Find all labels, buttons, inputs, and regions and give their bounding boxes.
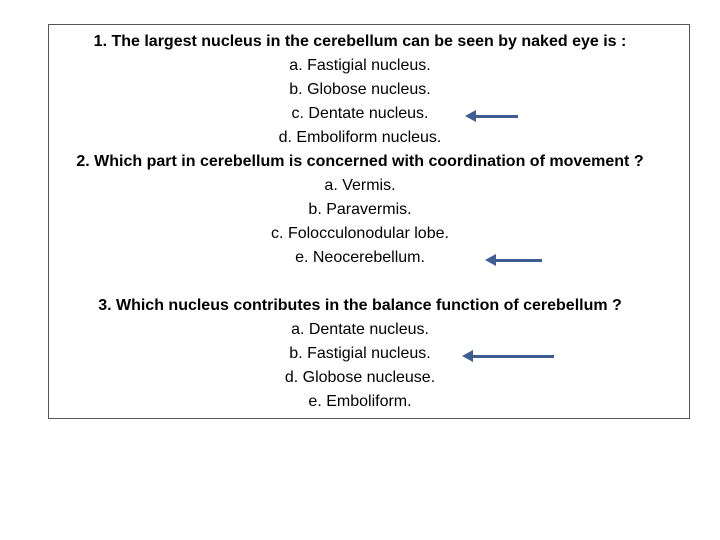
question-1-option-a: a. Fastigial nucleus. <box>289 57 431 74</box>
question-2-title: 2. Which part in cerebellum is concerned with coordination of movement ? <box>76 153 644 170</box>
question-3-option-d: d. Globose nucleuse. <box>284 369 436 386</box>
answer-arrow-icon <box>495 259 542 262</box>
question-2-option-e: e. Neocerebellum. <box>295 249 425 266</box>
question-3-option-e: e. Emboliform. <box>308 393 412 410</box>
question-3-option-a: a. Dentate nucleus. <box>291 321 429 338</box>
question-2-option-b: b. Paravermis. <box>308 201 412 218</box>
question-2-option-a: a. Vermis. <box>324 177 396 194</box>
answer-arrow-icon <box>475 115 518 118</box>
question-1-option-c: c. Dentate nucleus. <box>291 105 429 122</box>
question-1-option-b: b. Globose nucleus. <box>289 81 431 98</box>
question-1-title: 1. The largest nucleus in the cerebellum can be seen by naked eye is : <box>93 33 627 50</box>
question-3-option-b: b. Fastigial nucleus. <box>289 345 431 362</box>
question-2-option-c: c. Folocculonodular lobe. <box>271 225 449 242</box>
answer-arrow-icon <box>472 355 554 358</box>
question-1-option-d: d. Emboliform nucleus. <box>278 129 442 146</box>
question-3-title: 3. Which nucleus contributes in the balance function of cerebellum ? <box>98 297 622 314</box>
